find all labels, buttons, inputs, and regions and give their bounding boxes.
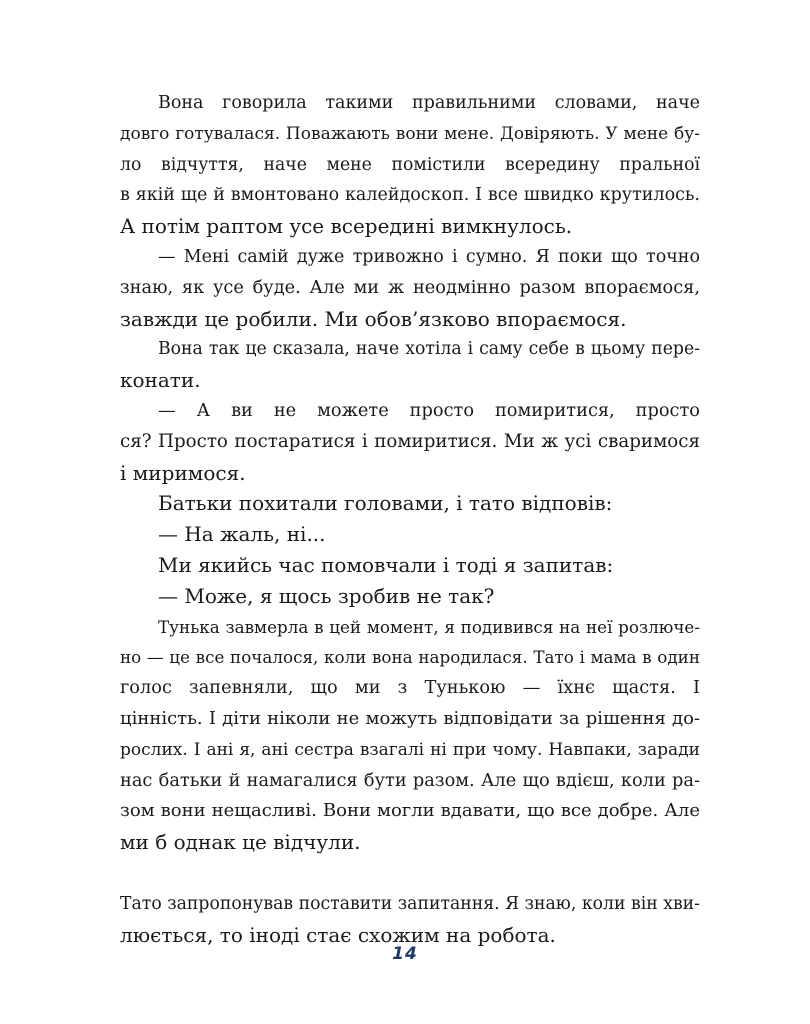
text-line: — А ви не можете просто помиритися, просто — [158, 400, 700, 421]
text-line: Тато запропонував поставити запитання. Я знаю, коли він хви- — [120, 893, 700, 914]
text-line: голос запевняли, що ми з Тунькою — їхнє щастя. І — [120, 678, 700, 699]
text-line: люється, то іноді стає схожим на робота. — [120, 922, 556, 947]
text-line: зом вони нещасливі. Вони могли вдавати, що все добре. Але — [120, 800, 700, 822]
text-line: ми б однак це відчули. — [120, 830, 361, 855]
text-line: Вона говорила такими правильними словами, наче — [158, 93, 700, 113]
text-line: ло відчуття, наче мене помістили всередину пральної — [120, 154, 700, 175]
text-line: довго готувалася. Поважають вони мене. Довіряють. У мене бу- — [120, 123, 700, 144]
text-line: — Може, я щось зробив не так? — [158, 583, 495, 608]
text-line: завжди це робили. Ми обов’язково впораємося. — [120, 306, 627, 331]
text-line: Тунька завмерла в цей момент, я подивився на неї розлюче- — [158, 616, 700, 637]
text-line: — На жаль, ні... — [158, 522, 326, 547]
text-line: і миримося. — [120, 460, 246, 485]
text-line: Ми якийсь час помовчали і тоді я запитав: — [158, 552, 614, 577]
section-break — [120, 858, 700, 889]
text-line: конати. — [120, 368, 201, 393]
text-line: Вона так це сказала, наче хотіла і саму себе в цьому пере- — [158, 339, 700, 360]
text-line: цінність. І діти ніколи не можуть відповідати за рішення до- — [120, 707, 700, 729]
body-text — [120, 88, 700, 950]
text-line: — Мені самій дуже тривожно і сумно. Я поки що точно — [158, 246, 700, 267]
text-line: в якій ще й вмонтовано калейдоскоп. І все швидко крутилось. — [120, 185, 700, 206]
text-line: А потім раптом усе всередині вимкнулось. — [120, 214, 573, 239]
text-line: но — це все почалося, коли вона народилася. Тато і мама в один — [120, 647, 700, 668]
page-number: 14 — [392, 944, 418, 964]
text-line: Батьки похитали головами, і тато відповів: — [158, 491, 613, 516]
text-line: нас батьки й намагалися бути разом. Але що вдієш, коли ра- — [120, 770, 700, 791]
text-line: ся? Просто постаратися і помиритися. Ми ж усі сваримося — [120, 430, 700, 452]
text-line: знаю, як усе буде. Але ми ж неодмінно разом впораємося, — [120, 277, 700, 298]
text-line: рослих. І ані я, ані сестра взагалі ні при чому. Навпаки, заради — [120, 739, 700, 760]
